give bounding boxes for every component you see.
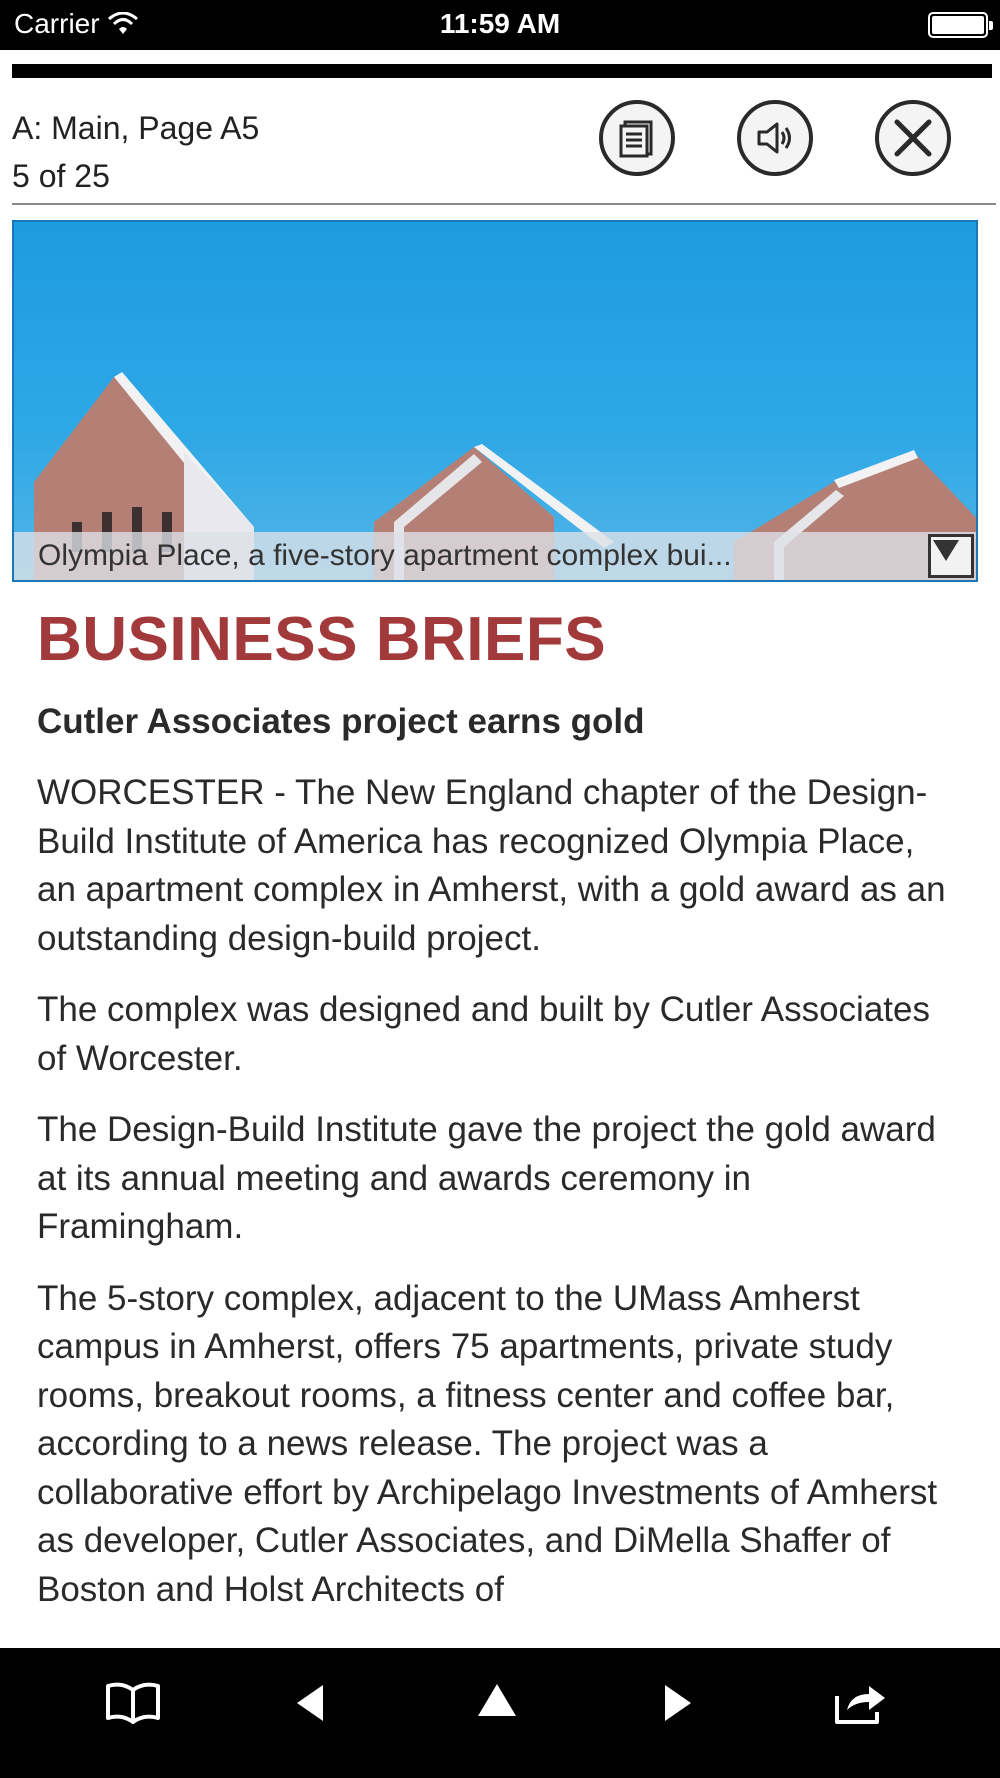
share-icon (829, 1678, 891, 1728)
speaker-icon (753, 116, 797, 160)
status-bar (0, 0, 1000, 50)
building-illustration (14, 222, 978, 582)
share-button[interactable] (815, 1668, 905, 1738)
bottom-toolbar (0, 1648, 1000, 1778)
arrow-right-icon (647, 1678, 709, 1728)
book-icon (102, 1678, 164, 1728)
article-body[interactable] (37, 600, 957, 1648)
table-of-contents-button[interactable] (88, 1668, 178, 1738)
status-time: 11:59 AM (439, 8, 561, 39)
carrier-label: Carrier (14, 8, 100, 39)
triangle-down-icon (931, 537, 961, 563)
article-headline: Cutler Associates project earns gold (37, 702, 645, 741)
article-paragraph: The 5-story complex, adjacent to the UMass Amherst campus in Amherst, offers 75 apartments, private study rooms, breakout rooms, a fitness center and coffee bar, according to a news release. The project was a collaborative effort by Archipelago Investments of Amherst as developer, Cutler Associates, and DiMella Shaffer of Boston and Holst Architects of (37, 1278, 938, 1609)
article-icon (615, 116, 659, 160)
article-paragraph: The complex was designed and built by Cutler Associates of Worcester. (37, 990, 930, 1078)
up-button[interactable] (452, 1668, 542, 1738)
header-divider (12, 203, 996, 205)
hero-photo[interactable] (12, 220, 978, 582)
top-rule (12, 64, 992, 78)
close-icon (891, 116, 935, 160)
previous-button[interactable] (265, 1668, 355, 1738)
article-paragraph: The Design-Build Institute gave the project the gold award at its annual meeting and awards ceremony in Framingham. (37, 1110, 936, 1246)
page-info (12, 104, 259, 200)
photo-caption: Olympia Place, a five-story apartment complex bui... (38, 539, 732, 572)
close-button[interactable] (875, 100, 951, 176)
arrow-left-icon (279, 1678, 341, 1728)
audio-button[interactable] (737, 100, 813, 176)
article-view-button[interactable] (599, 100, 675, 176)
next-button[interactable] (633, 1668, 723, 1738)
caption-expand-button[interactable] (928, 534, 974, 578)
arrow-up-icon (466, 1678, 528, 1728)
page-position: 5 of 25 (12, 158, 110, 194)
article-paragraph: WORCESTER - The New England chapter of the Design-Build Institute of America has recognized Olympia Place, an apartment complex in Amherst, with a gold award as an outstanding design-build project. (37, 773, 946, 958)
section-title: BUSINESS BRIEFS (37, 605, 607, 674)
caption-bar (14, 532, 976, 580)
section-label: A: Main, Page A5 (12, 110, 260, 146)
battery-icon (928, 12, 988, 38)
